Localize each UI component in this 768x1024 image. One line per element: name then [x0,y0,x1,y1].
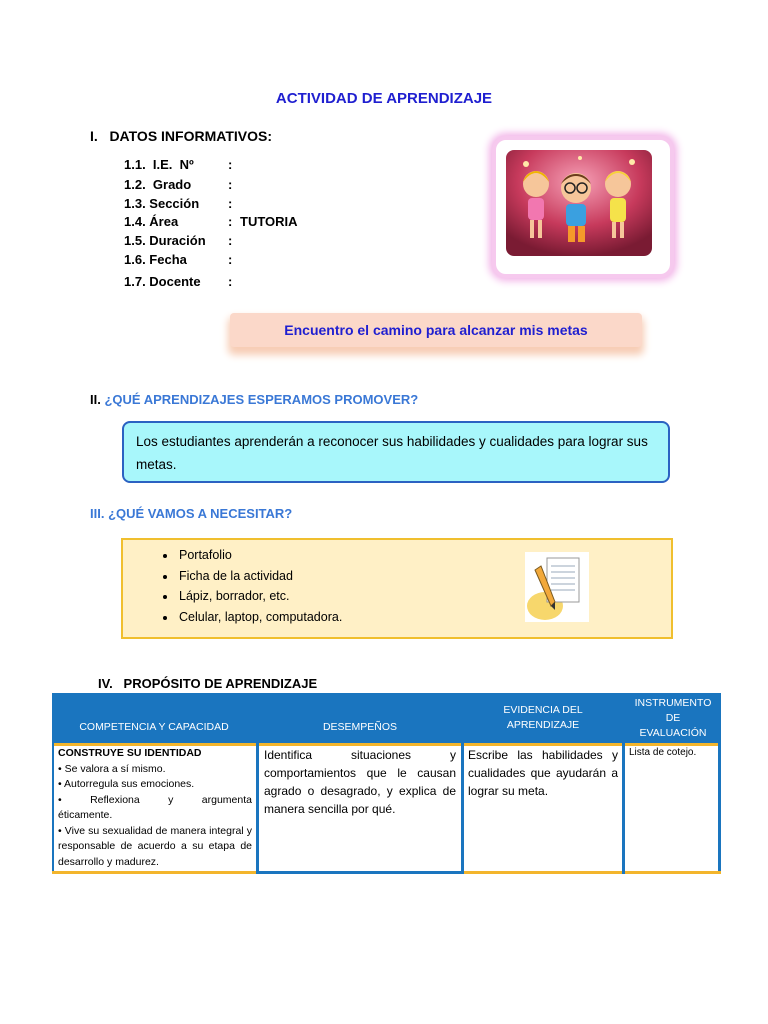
header-label: EVIDENCIA DEL APRENDIZAJE [503,704,583,731]
instrumento-cell: Lista de cotejo. [629,747,697,758]
purpose-table [52,693,721,875]
info-label: 1.7. Docente [124,274,201,289]
info-label: 1.5. Duración [124,233,206,248]
info-label: 1.4. Área [124,214,179,229]
table-bottom-border [52,871,256,874]
table-bottom-border [464,871,622,874]
info-value: TUTORIA [240,214,298,229]
info-row-seccion [124,196,240,211]
competencia-item: • Vive su sexualidad de manera integral y responsable de acuerdo a su etapa de desarrollo y madurez. [58,824,252,868]
info-colon: : [228,274,233,289]
info-row-ie [124,157,240,172]
section-proposito-heading: IV. PROPÓSITO DE APRENDIZAJE [98,676,318,691]
desempenos-cell: Identifica situaciones y comportamientos que le causan agrado o desagrado, y explica de manera sencilla por qué. [264,748,456,816]
table-header-competencia [52,693,256,743]
info-label: 1.3. Sección [124,196,200,211]
section-title: ¿QUÉ APRENDIZAJES ESPERAMOS PROMOVER? [104,392,419,407]
info-colon: : [228,196,233,211]
info-row-duracion [124,233,240,248]
competencia-item: • Se valora a sí mismo. [58,762,166,775]
learning-goal-box: Los estudiantes aprenderán a reconocer sus habilidades y cualidades para lograr sus metas. [122,421,670,483]
table-header-desempenos [259,693,461,743]
table-bottom-border [259,871,461,874]
info-row-grado [124,177,240,192]
header-label: COMPETENCIA Y CAPACIDAD [79,720,229,733]
info-label: 1.1. I.E. Nº [124,157,194,172]
competencia-item: • Reflexiona y argumenta éticamente. [58,793,252,821]
info-label: 1.2. Grado [124,177,192,192]
table-header-instrumento [625,693,721,743]
evidencia-cell: Escribe las habilidades y cualidades que ayudarán a lograr su meta. [468,748,618,798]
info-colon: : [228,252,233,267]
table-header-evidencia [464,693,622,743]
column-divider [461,693,464,874]
section-aprendizajes-heading [90,392,418,407]
singing-children-image [506,150,652,256]
singing-children-illustration [492,136,674,278]
info-colon: : [228,177,233,192]
info-colon: : [228,157,233,172]
section-number: III. [90,506,105,521]
table-bottom-border [625,871,721,874]
competencia-title: CONSTRUYE SU IDENTIDAD [58,747,202,759]
page-title: ACTIVIDAD DE APRENDIZAJE [275,90,493,107]
list-item: • Celular, laptop, computadora. [177,607,342,628]
info-colon: : [228,214,233,229]
materials-box [121,538,673,639]
section-necesitar-heading [90,506,292,521]
info-row-fecha [124,252,240,267]
competencia-cell [58,746,252,870]
section-number: II. [90,392,101,407]
section-datos-heading: I. DATOS INFORMATIVOS: [90,128,272,144]
header-label: INSTRUMENTO DE EVALUACIÓN [634,696,712,739]
info-row-area [124,214,298,229]
info-label: 1.6. Fecha [124,252,187,267]
list-item: • Lápiz, borrador, etc. [177,586,342,607]
list-item: • Ficha de la actividad [177,566,342,587]
pencil-paper-icon [525,552,589,622]
info-colon: : [228,233,233,248]
column-divider [622,693,625,874]
competencia-item: • Autorregula sus emociones. [58,778,195,790]
materials-list [153,545,342,627]
column-divider [52,743,54,874]
column-divider [256,693,259,874]
header-label: DESEMPEÑOS [322,720,398,733]
info-row-docente [124,274,240,289]
column-divider [718,693,721,874]
section-title: ¿QUÉ VAMOS A NECESITAR? [108,506,293,521]
list-item: • Portafolio [177,545,342,566]
topic-banner: Encuentro el camino para alcanzar mis metas [230,313,642,347]
